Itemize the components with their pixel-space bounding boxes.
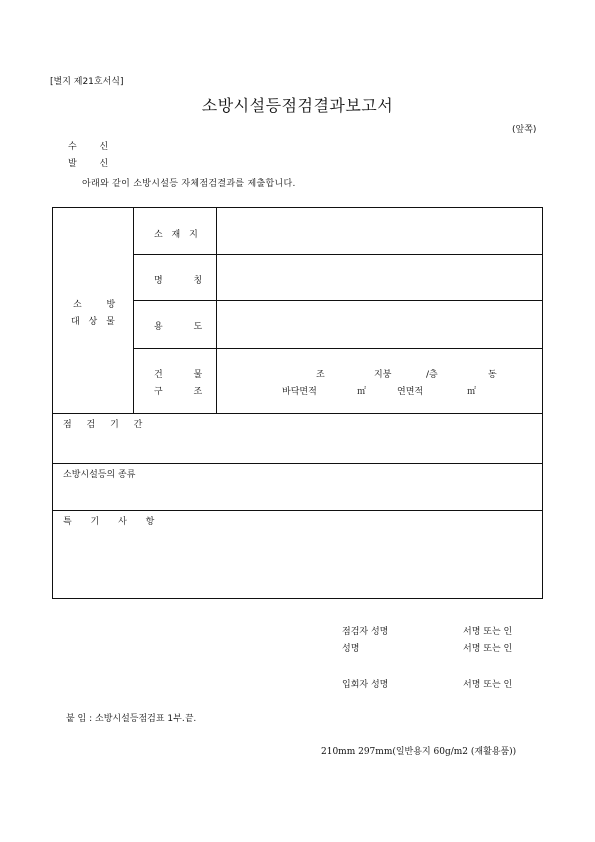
remarks-label: 특 기 사 항 [63, 517, 163, 527]
form-code: [별지 제21호서식] [50, 77, 124, 87]
facility-types-label: 소방시설등의 종류 [63, 470, 136, 480]
row-divider-6 [53, 510, 542, 511]
target-label-line1: 소 방 [73, 300, 127, 310]
building-label-line1: 건 물 [154, 370, 217, 380]
name-field[interactable] [217, 255, 542, 300]
total-area-unit: ㎡ [467, 387, 477, 397]
witness-name-label: 입회자 성명 [342, 680, 389, 690]
structure-roof: 지붕 [374, 370, 392, 380]
inspector-sign-field[interactable]: 서명 또는 인 [463, 627, 513, 637]
usage-field[interactable] [217, 301, 542, 348]
address-label: 소 재 지 [154, 230, 201, 240]
name-sign-field[interactable]: 서명 또는 인 [463, 644, 513, 654]
usage-label: 용 도 [154, 322, 217, 332]
floor-area-unit: ㎡ [357, 387, 367, 397]
address-field[interactable] [217, 209, 542, 254]
divider-target-label [133, 208, 134, 413]
inspection-period-label: 점 검 기 간 [63, 420, 149, 430]
target-label-line2: 대 상 물 [71, 317, 118, 327]
structure-floor: /층 [426, 370, 438, 380]
witness-sign-field[interactable]: 서명 또는 인 [463, 680, 513, 690]
name-sign-label: 성명 [342, 644, 360, 654]
report-table [52, 207, 543, 599]
sender-label: 발 신 [68, 159, 119, 169]
structure-jo: 조 [316, 370, 325, 380]
name-label: 명 칭 [154, 276, 217, 286]
building-label-line2: 구 조 [154, 387, 217, 397]
inspector-name-label: 점검자 성명 [342, 627, 389, 637]
row-divider-3 [133, 348, 542, 349]
total-area-label: 연면적 [397, 387, 424, 397]
attachment-note: 붙 임 : 소방시설등점검표 1부.끝. [66, 714, 197, 724]
intro-text: 아래와 같이 소방시설등 자체점검결과를 제출합니다. [82, 179, 296, 189]
recipient-label: 수 신 [68, 142, 119, 152]
structure-dong: 동 [488, 370, 497, 380]
row-divider-4 [53, 413, 542, 414]
page-side-label: (앞쪽) [512, 125, 537, 135]
floor-area-label: 바닥면적 [282, 387, 317, 397]
page-title: 소방시설등점검결과보고서 [201, 96, 394, 115]
paper-spec: 210mm 297mm(일반용지 60g/m2 (재활용품)) [321, 747, 517, 757]
row-divider-5 [53, 463, 542, 464]
